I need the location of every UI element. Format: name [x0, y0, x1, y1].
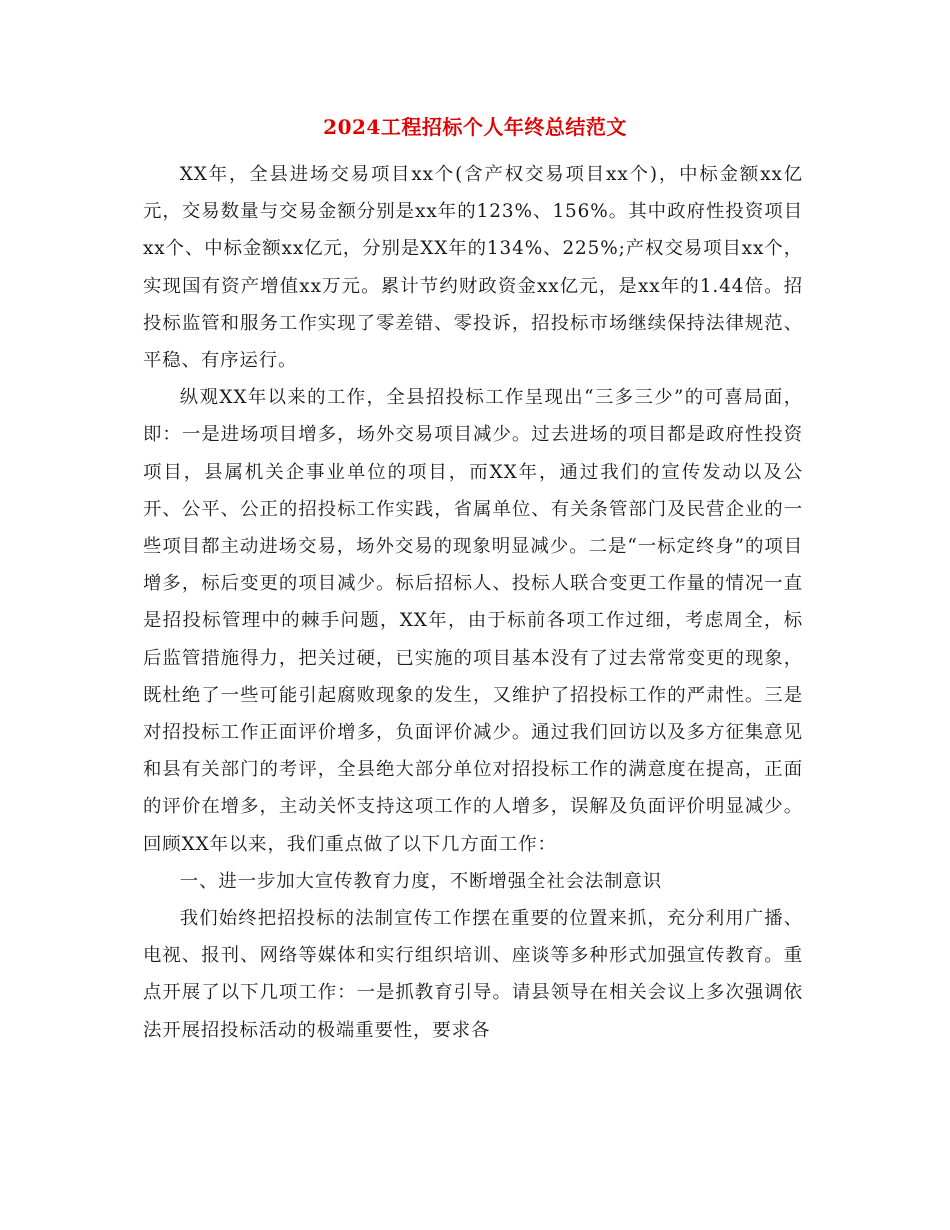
document-title: 2024工程招标个人年终总结范文 [323, 115, 627, 139]
section-heading-1: 一、进一步加大宣传教育力度，不断增强全社会法制意识 [179, 870, 663, 892]
paragraph-summary: XX年，全县进场交易项目xx个(含产权交易项目xx个)，中标金额xx亿元，交易数量与交易金额分别是xx年的123%、156%。其中政府性投资项目xx个、中标金额xx亿元，分别是XX年的134%、225%;产权交易项目xx个，实现国有资产增值xx万元。累计节约财政资金xx亿元，是xx年的1.44倍。招投标监管和服务工作实现了零差错、零投诉，招投标市场继续保持法律规范、平稳、有序运行。 [143, 164, 803, 372]
document-body [143, 156, 803, 1049]
paragraph-overview: 纵观XX年以来的工作，全县招投标工作呈现出“三多三少”的可喜局面，即：一是进场项目增多，场外交易项目减少。过去进场的项目都是政府性投资项目，县属机关企事业单位的项目，而XX年，通过我们的宣传发动以及公开、公平、公正的招投标工作实践，省属单位、有关条管部门及民营企业的一些项目都主动进场交易，场外交易的现象明显减少。二是“一标定终身”的项目增多，标后变更的项目减少。标后招标人、投标人联合变更工作量的情况一直是招投标管理中的棘手问题，XX年，由于标前各项工作过细，考虑周全，标后监管措施得力，把关过硬，已实施的项目基本没有了过去常常变更的现象，既杜绝了一些可能引起腐败现象的发生，又维护了招投标工作的严肃性。三是对招投标工作正面评价增多，负面评价减少。通过我们回访以及多方征集意见和县有关部门的考评，全县绝大部分单位对招投标工作的满意度在提高，正面的评价在增多，主动关怀支持这项工作的人增多，误解及负面评价明显减少。回顾XX年以来，我们重点做了以下几方面工作： [143, 387, 803, 855]
paragraph-section-1: 我们始终把招投标的法制宣传工作摆在重要的位置来抓，充分利用广播、电视、报刊、网络等媒体和实行组织培训、座谈等多种形式加强宣传教育。重点开展了以下几项工作：一是抓教育引导。请县领导在相关会议上多次强调依法开展招投标活动的极端重要性，要求各 [143, 908, 803, 1041]
